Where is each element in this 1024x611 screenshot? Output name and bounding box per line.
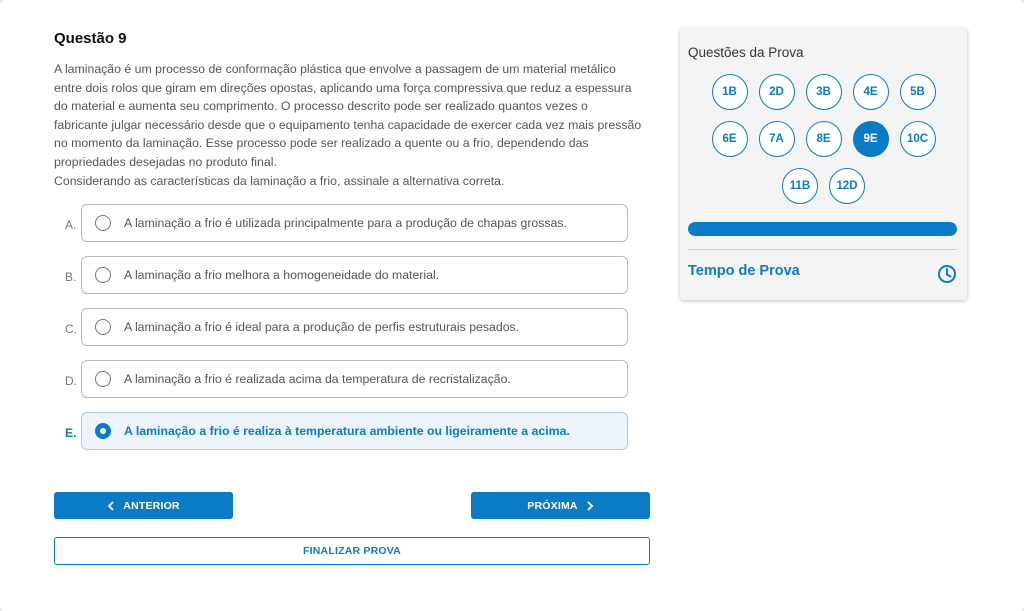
- question-button-10[interactable]: 10C: [900, 121, 936, 157]
- question-button-3[interactable]: 3B: [806, 74, 842, 110]
- radio-unchecked-icon[interactable]: [95, 371, 111, 387]
- question-text-line: Considerando as características da laminação a frio, assinale a alternativa correta.: [54, 173, 505, 188]
- option-e: [54, 412, 628, 450]
- next-button-label: PRÓXIMA: [527, 499, 578, 512]
- progress-bar-fill: [688, 222, 957, 236]
- question-text-line: no momento da laminação. Esse processo pode ser realizado a quente ou a frio, dependendo das: [54, 136, 589, 151]
- progress-bar: [688, 222, 957, 236]
- question-grid: [680, 74, 967, 215]
- option-letter: D.: [65, 374, 77, 388]
- option-b-button[interactable]: [81, 256, 628, 294]
- question-title: Questão 9: [54, 30, 127, 47]
- chevron-left-icon: [107, 501, 115, 511]
- question-button-1[interactable]: 1B: [712, 74, 748, 110]
- question-text-line: fabricante julgar necessário desde que o equipamento tenha capacidade de exercer cada vez mais pressão: [54, 117, 642, 132]
- answer-options: [54, 204, 628, 464]
- option-letter: C.: [65, 322, 77, 336]
- question-text-line: entre dois rolos que giram em direções opostas, aplicando uma força compressiva que reduz a espessura: [54, 80, 632, 95]
- option-label: A laminação a frio melhora a homogeneidade do material.: [124, 268, 440, 282]
- previous-button[interactable]: [54, 492, 233, 519]
- question-button-12[interactable]: 12D: [829, 168, 865, 204]
- option-d: [54, 360, 628, 398]
- option-letter: A.: [65, 218, 77, 232]
- radio-unchecked-icon[interactable]: [95, 267, 111, 283]
- question-grid-row: [680, 74, 967, 110]
- question-button-11[interactable]: 11B: [782, 168, 818, 204]
- option-e-button[interactable]: [81, 412, 628, 450]
- question-statement: [54, 60, 654, 190]
- question-button-9-current[interactable]: 9E: [853, 121, 889, 157]
- question-text-line: do material e aumenta seu comprimento. O processo descrito pode ser realizado quantos vezes o: [54, 99, 588, 114]
- panel-divider: [688, 249, 957, 250]
- radio-unchecked-icon[interactable]: [95, 215, 111, 231]
- option-a: [54, 204, 628, 242]
- option-c-button[interactable]: [81, 308, 628, 346]
- option-label: A laminação a frio é ideal para a produção de perfis estruturais pesados.: [124, 320, 520, 334]
- radio-checked-icon[interactable]: [95, 423, 111, 439]
- finish-exam-button[interactable]: [54, 537, 650, 565]
- panel-title: Questões da Prova: [688, 45, 804, 60]
- option-b: [54, 256, 628, 294]
- next-button[interactable]: [471, 492, 650, 519]
- option-letter: E.: [65, 426, 77, 440]
- option-c: [54, 308, 628, 346]
- question-text-line: propriedades desejadas no produto final.: [54, 154, 277, 169]
- question-navigator-panel: [680, 28, 967, 300]
- question-button-5[interactable]: 5B: [900, 74, 936, 110]
- option-a-button[interactable]: [81, 204, 628, 242]
- chevron-right-icon: [586, 501, 594, 511]
- finish-exam-label: FINALIZAR PROVA: [303, 545, 401, 557]
- exam-timer-label: Tempo de Prova: [688, 263, 800, 279]
- previous-button-label: ANTERIOR: [123, 499, 180, 512]
- question-button-4[interactable]: 4E: [853, 74, 889, 110]
- question-button-2[interactable]: 2D: [759, 74, 795, 110]
- question-button-7[interactable]: 7A: [759, 121, 795, 157]
- question-grid-row: [680, 168, 967, 204]
- clock-icon[interactable]: [937, 264, 957, 284]
- option-label: A laminação a frio é realizada acima da temperatura de recristalização.: [124, 372, 511, 386]
- question-button-6[interactable]: 6E: [712, 121, 748, 157]
- radio-unchecked-icon[interactable]: [95, 319, 111, 335]
- option-label: A laminação a frio é utilizada principalmente para a produção de chapas grossas.: [124, 216, 567, 230]
- option-label: A laminação a frio é realiza à temperatura ambiente ou ligeiramente a acima.: [124, 424, 570, 438]
- question-text-line: A laminação é um processo de conformação plástica que envolve a passagem de um material metálico: [54, 62, 616, 76]
- question-button-8[interactable]: 8E: [806, 121, 842, 157]
- question-grid-row: [680, 121, 967, 157]
- option-letter: B.: [65, 270, 77, 284]
- option-d-button[interactable]: [81, 360, 628, 398]
